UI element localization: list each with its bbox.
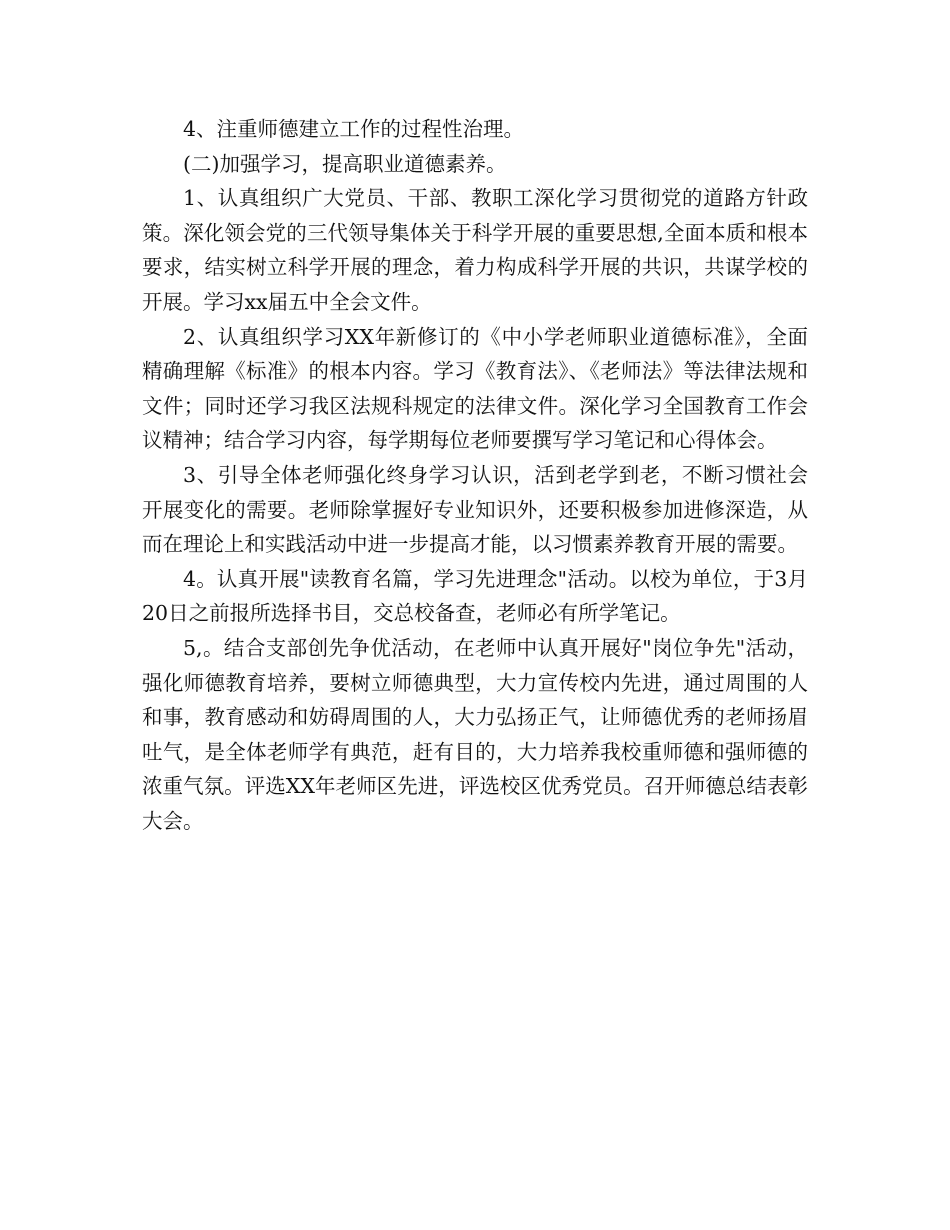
- document-body: [142, 112, 808, 838]
- paragraph-item-4: 4、注重师德建立工作的过程性治理。: [183, 117, 525, 141]
- paragraph-5: 5,。结合支部创先争优活动，在老师中认真开展好"岗位争先"活动，强化师德教育培养，要树立师德典型，大力宣传校内先进，通过周围的人和事，教育感动和妨碍周围的人，大力弘扬正气，让师德优秀的老师扬眉吐气，是全体老师学有典范，赶有目的，大力培养我校重师德和强师德的浓重气氛。评选XX年老师区先进，评选校区优秀党员。召开师德总结表彰大会。: [142, 635, 808, 833]
- section-heading-2: (二)加强学习，提高职业道德素养。: [183, 151, 507, 176]
- paragraph-1: 1、认真组织广大党员、干部、教职工深化学习贯彻党的道路方针政策。深化领会党的三代领导集体关于科学开展的重要思想,全面本质和根本要求，结实树立科学开展的理念，着力构成科学开展的共识，共谋学校的开展。学习xx届五中全会文件。: [142, 186, 808, 314]
- paragraph-2: 2、认真组织学习XX年新修订的《中小学老师职业道德标准》，全面精确理解《标准》的根本内容。学习《教育法》、《老师法》等法律法规和文件；同时还学习我区法规科规定的法律文件。深化学习全国教育工作会议精神；结合学习内容，每学期每位老师要撰写学习笔记和心得体会。: [142, 324, 808, 453]
- paragraph-4: 4。认真开展"读教育名篇，学习先进理念"活动。以校为单位，于3月20日之前报所选择书目，交总校备查，老师必有所学笔记。: [142, 566, 808, 626]
- paragraph-3: 3、引导全体老师强化终身学习认识，活到老学到老，不断习惯社会开展变化的需要。老师除掌握好专业知识外，还要积极参加进修深造，从而在理论上和实践活动中进一步提高才能，以习惯素养教育开展的需要。: [142, 462, 808, 557]
